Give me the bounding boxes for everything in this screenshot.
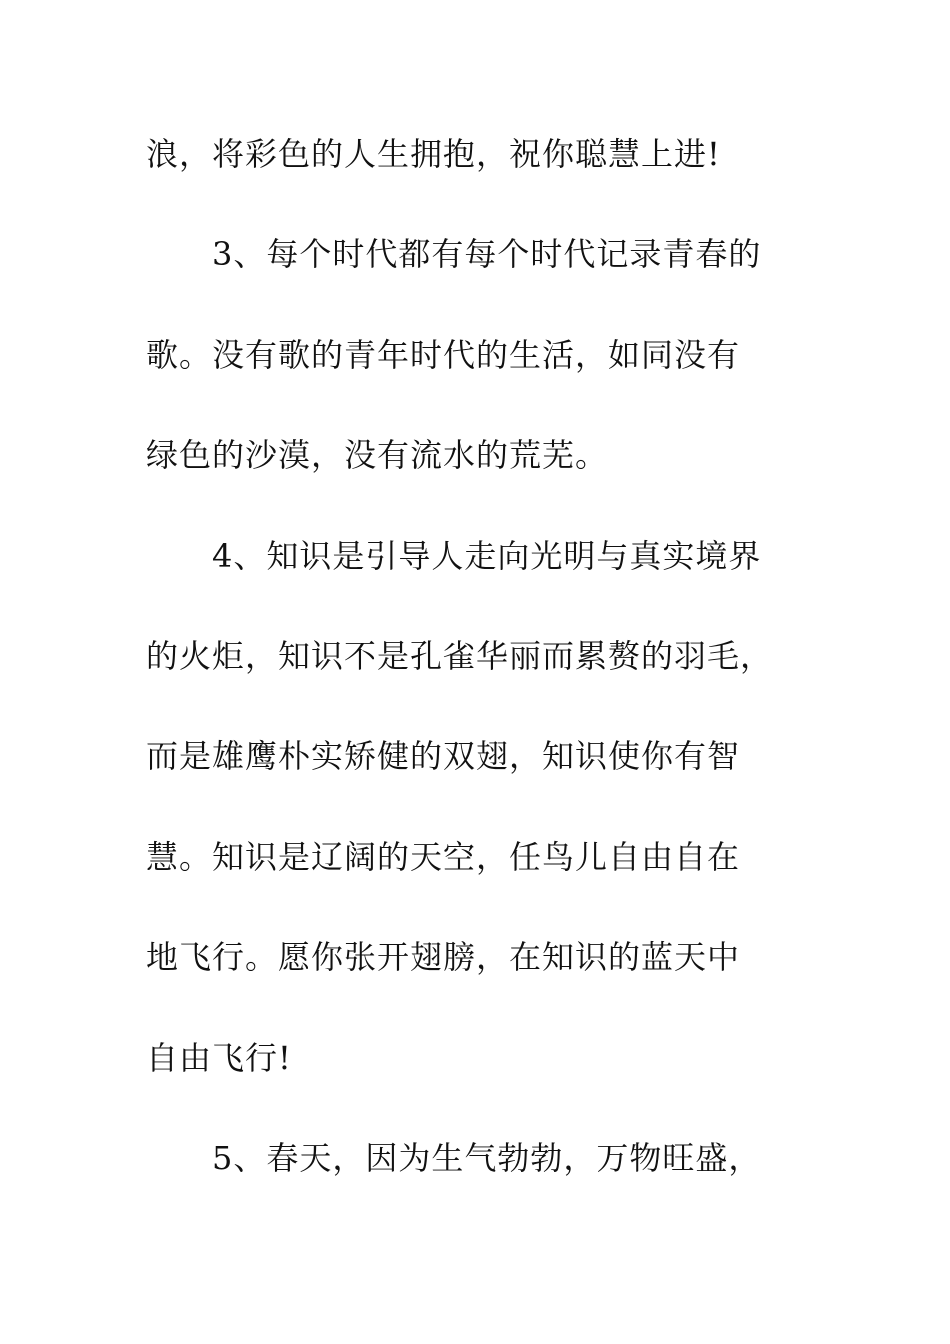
text-line-10: 自由飞行! xyxy=(146,1038,292,1077)
text-line-11: 5、春天，因为生气勃勃，万物旺盛， xyxy=(146,1138,762,1177)
text-line-9: 地飞行。愿你张开翅膀，在知识的蓝天中 xyxy=(146,938,741,977)
text-line-8: 慧。知识是辽阔的天空，任鸟儿自由自在 xyxy=(146,837,741,876)
text-line-6: 的火炬，知识不是孔雀华丽而累赘的羽毛， xyxy=(146,636,774,675)
text-line-5: 4、知识是引导人走向光明与真实境界 xyxy=(146,536,762,575)
text-line-7: 而是雄鹰朴实矫健的双翅，知识使你有智 xyxy=(146,737,741,776)
text-line-1: 浪，将彩色的人生拥抱，祝你聪慧上进! xyxy=(146,135,721,173)
text-line-4: 绿色的沙漠，没有流水的荒芜。 xyxy=(146,436,609,475)
body-text xyxy=(146,122,806,1226)
text-line-3: 歌。没有歌的青年时代的生活，如同没有 xyxy=(146,335,741,374)
text-line-2: 3、每个时代都有每个时代记录青春的 xyxy=(146,235,762,274)
